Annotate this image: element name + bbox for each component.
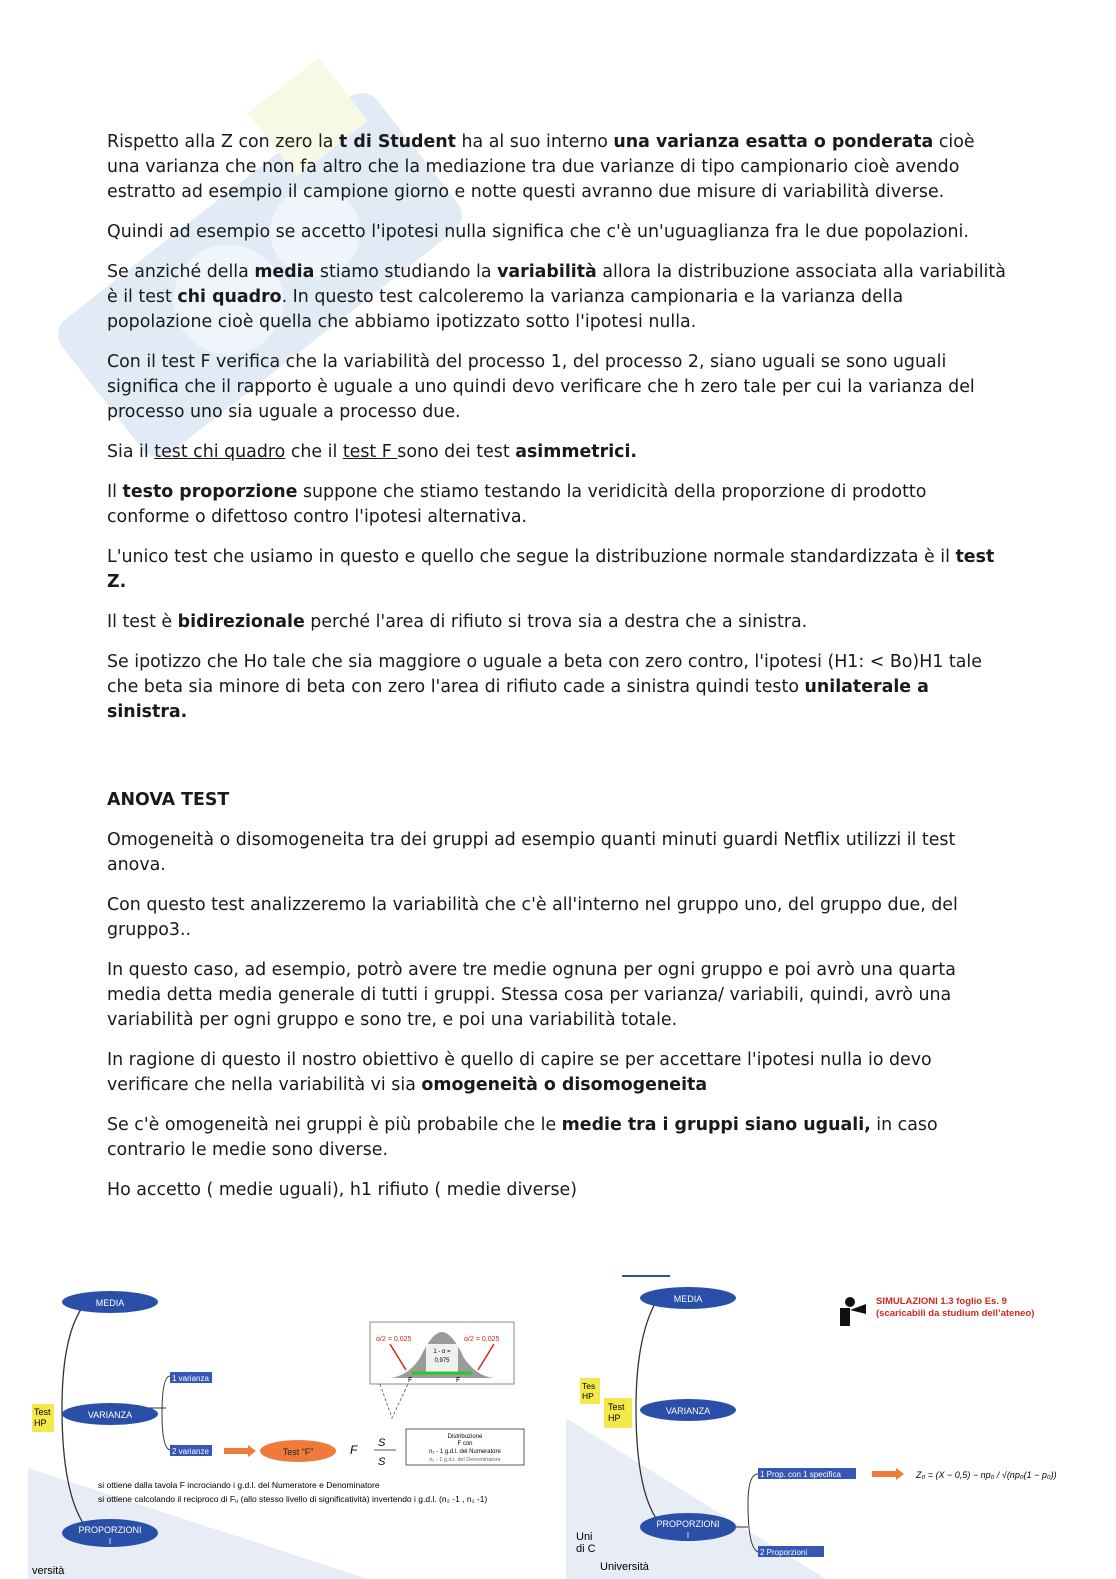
simulation-subtitle: (scaricabili da studium dell’ateneo) xyxy=(876,1308,1035,1319)
center-label: 1 - α = xyxy=(433,1349,451,1355)
test-hp-label: HP xyxy=(34,1418,47,1428)
paragraph-medie: In questo caso, ad esempio, potrò avere tre medie ognuna per ogni gruppo e poi avrò una quarta media detta media generale di tutti i gruppi. Stessa cosa per varianza/ variabili, quindi, avrò una variabilità per ogni gruppo e sono tre, e poi una variabilità totale. xyxy=(107,960,956,1030)
text: Se anziché della xyxy=(107,262,255,282)
bold-text: variabilità xyxy=(497,262,597,282)
note-text: si ottiene dalla tavola F incrociando i g.d.l. del Numeratore e Denominatore xyxy=(98,1480,380,1490)
formula-numerator: S xyxy=(378,1437,386,1449)
text: Se ipotizzo che Ho tale che sia maggiore o uguale a beta con zero contro, l'ipotesi (H1: < Bo)H1 tale che beta sia minore di beta con zero l'area di rifiuto cade a sinistra quindi testo xyxy=(107,652,982,697)
bold-text: testo proporzione xyxy=(122,482,298,502)
bottom-fragment: Università xyxy=(600,1561,649,1573)
node-label: MEDIA xyxy=(673,1294,703,1304)
paragraph-ipotesi-nulla: Quindi ad esempio se accetto l'ipotesi nulla significa che c'è un'uguaglianza fra le due popolazioni. xyxy=(107,222,969,242)
underlined-text: test chi quadro xyxy=(154,442,286,462)
paragraph-omogeneita: Omogeneità o disomogeneita tra dei gruppi ad esempio quanti minuti guardi Netflix utilizzi il test anova. xyxy=(107,830,956,875)
text: cioè una varianza che non fa altro che la mediazione tra due varianze di tipo campionario cioè avendo estratto ad esempio il campione giorno e notte questi avranno due misure di variabilità diverse. xyxy=(107,132,975,202)
underlined-text: test F xyxy=(342,442,398,462)
paragraph-chi-quadro xyxy=(107,260,1007,335)
text: perché l'area di rifiuto si trova sia a destra che a sinistra. xyxy=(304,612,808,632)
node-label: Test “F” xyxy=(282,1447,314,1457)
info-text: F con xyxy=(457,1441,473,1447)
paragraph-bidirezionale xyxy=(107,610,1007,635)
bold-text: unilaterale a sinistra. xyxy=(107,677,929,722)
callout-line xyxy=(380,1384,408,1418)
test-hp-label: HP xyxy=(608,1413,621,1423)
arrow-icon xyxy=(872,1468,904,1480)
bold-text: una varianza esatta o ponderata xyxy=(613,132,934,152)
text: ha al suo interno xyxy=(456,132,614,152)
bold-text: test Z. xyxy=(107,547,995,592)
text: Sia il xyxy=(107,442,155,462)
bottom-fragment: di C xyxy=(576,1543,596,1555)
simulation-icon xyxy=(840,1297,866,1326)
text: Se c'è omogeneità nei gruppi è più probabile che le xyxy=(107,1115,562,1135)
branch-bracket xyxy=(162,1376,170,1450)
alpha-right-label: α/2 = 0,025 xyxy=(464,1336,500,1343)
document-body xyxy=(107,130,1007,1218)
bold-text: medie tra i gruppi siano uguali, xyxy=(561,1115,871,1135)
paragraph-conclusione: Ho accetto ( medie uguali), h1 rifiuto ( medie diverse) xyxy=(107,1180,577,1200)
bottom-fragment: versità xyxy=(32,1565,65,1577)
box-label: 1 Prop. con 1 specifica xyxy=(760,1470,841,1479)
test-hp-label: Test xyxy=(34,1407,51,1417)
proporzioni-diagram xyxy=(566,1268,1116,1579)
bottom-fragment: Uni xyxy=(576,1531,593,1543)
test-hp-label: HP xyxy=(582,1391,594,1401)
paragraph-proporzione xyxy=(107,480,1007,530)
text: . In questo test calcoleremo la varianza campionaria e la varianza della popolazione cioè quella che abbiamo ipotizzato sotto l'ipotesi nulla. xyxy=(107,287,904,332)
text: L'unico test che usiamo in questo e quello che segue la distribuzione normale standardizzata è il xyxy=(107,547,956,567)
info-text: n₁ - 1 g.d.l. del Numeratore xyxy=(429,1449,501,1455)
paragraph-obiettivo xyxy=(107,1048,1007,1098)
node-label: PROPORZIONI xyxy=(656,1519,720,1529)
simulation-title: SIMULAZIONI 1.3 foglio Es. 9 xyxy=(876,1296,1007,1307)
paragraph-asimmetrici xyxy=(107,440,1007,465)
section-heading: ANOVA TEST xyxy=(107,790,230,810)
arrow-icon xyxy=(224,1445,256,1457)
text: Il test è xyxy=(107,612,178,632)
test-hp-label: Tes xyxy=(582,1381,596,1391)
formula-z0: Z₀ = (X − 0,5) − np₀ / √(np₀(1 − p₀)) xyxy=(916,1470,1057,1480)
text: in caso contrario le medie sono diverse. xyxy=(107,1115,938,1160)
node-label: VARIANZA xyxy=(87,1410,133,1420)
formula-lhs: F xyxy=(350,1443,358,1457)
text: suppone che stiamo testando la veridicità della proporzione di prodotto conforme o difettoso contro l'ipotesi alternativa. xyxy=(107,482,927,527)
test-f-diagram xyxy=(28,1268,568,1579)
node-label: PROPORZIONI xyxy=(78,1525,142,1535)
text: sono dei test xyxy=(397,442,516,462)
node-label: MEDIA xyxy=(95,1298,125,1308)
alpha-left-label: α/2 = 0,025 xyxy=(376,1336,412,1343)
info-text: n₂ - 1 g.d.l. del Denominatore xyxy=(429,1457,501,1463)
bold-text: media xyxy=(254,262,315,282)
text: stiamo studiando la xyxy=(314,262,498,282)
paragraph-unilaterale xyxy=(107,650,1007,725)
text: Il xyxy=(107,482,123,502)
paragraph-test-f: Con il test F verifica che la variabilità del processo 1, del processo 2, siano uguali se sono uguali significa che il rapporto è uguale a uno quindi devo verificare che h zero tale per cui la varianza del processo uno sia uguale a processo due. xyxy=(107,352,975,422)
paragraph-t-student xyxy=(107,130,1007,205)
formula-denominator: S xyxy=(378,1456,386,1468)
fu-label: F xyxy=(456,1377,461,1384)
node-label: VARIANZA xyxy=(665,1406,711,1416)
bold-text: t di Student xyxy=(339,132,456,152)
text: Rispetto alla Z con zero la xyxy=(107,132,339,152)
bold-text: bidirezionale xyxy=(177,612,305,632)
box-label: 2 varianze xyxy=(172,1447,209,1456)
test-hp-label: Test xyxy=(608,1402,625,1412)
center-label: 0,975 xyxy=(434,1358,450,1364)
paragraph-variabilita-gruppi: Con questo test analizzeremo la variabilità che c'è all'interno nel gruppo uno, del gruppo due, del gruppo3.. xyxy=(107,895,958,940)
paragraph-medie-uguali xyxy=(107,1113,1007,1163)
node-label: I xyxy=(686,1531,690,1540)
box-label: 1 varianza xyxy=(172,1374,209,1383)
bold-text: omogeneità o disomogeneita xyxy=(421,1075,708,1095)
info-text: Distribuzione xyxy=(447,1434,483,1440)
note-text: si ottiene calcolando il reciproco di Fᵤ (allo stesso livello di significatività) invertendo i g.d.l. (n₂ -1 , n₁ -1) xyxy=(98,1494,488,1504)
bold-text: chi quadro xyxy=(177,287,282,307)
fl-label: F xyxy=(408,1377,413,1384)
text: che il xyxy=(285,442,343,462)
text: allora la distribuzione associata alla variabilità è il test xyxy=(107,262,1006,307)
paragraph-test-z xyxy=(107,545,1007,595)
bold-text: asimmetrici. xyxy=(515,442,638,462)
text: In ragione di questo il nostro obiettivo è quello di capire se per accettare l'ipotesi nulla io devo verificare che nella variabilità vi sia xyxy=(107,1050,932,1095)
node-label: I xyxy=(108,1537,112,1546)
box-label: 2 Proporzioni xyxy=(760,1548,808,1557)
